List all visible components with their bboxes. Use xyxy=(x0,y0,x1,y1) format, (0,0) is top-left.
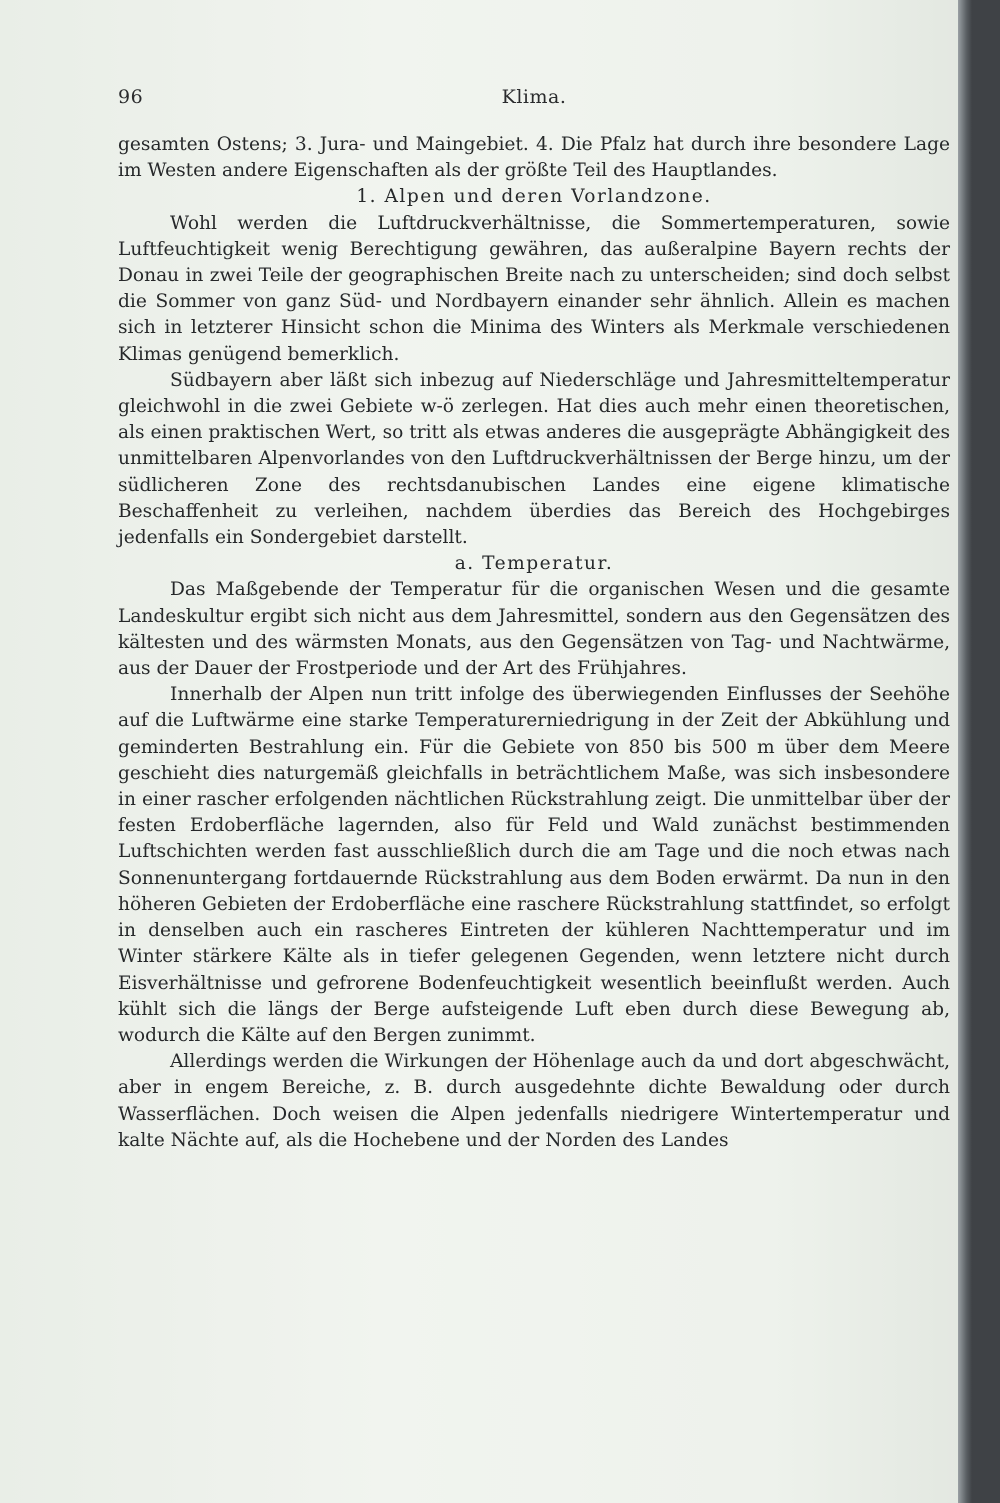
page-body xyxy=(118,132,950,1154)
paragraph: Wohl werden die Luftdruckverhältnisse, die Sommertemperaturen, sowie Luftfeuchtigkeit wenig Berechtigung gewähren, das außeralpine Bayern rechts der Donau in zwei Teile der geographischen Breite nach zu unterscheiden; sind doch selbst die Sommer von ganz Süd- und Nordbayern einander sehr ähnlich. Allein es machen sich in letzterer Hinsicht schon die Minima des Winters als Merkmale verschiedenen Klimas genügend bemerklich. xyxy=(118,212,950,365)
page-edge-shadow xyxy=(958,0,972,1503)
paragraph: Südbayern aber läßt sich inbezug auf Niederschläge und Jahresmitteltemperatur gleichwohl in die zwei Gebiete w-ö zerlegen. Hat dies auch mehr einen theoretischen, als einen praktischen Wert, so tritt als etwas anderes die ausgeprägte Abhängigkeit des unmittelbaren Alpenvorlandes von den Luftdruckverhältnissen der Berge hinzu, um der südlicheren Zone des rechtsdanubischen Landes eine eigene klimatische Beschaffenheit zu verleihen, nachdem überdies das Bereich des Hochgebirges jedenfalls ein Sondergebiet darstellt. xyxy=(118,369,950,549)
paragraph: Innerhalb der Alpen nun tritt infolge des überwiegenden Einflusses der Seehöhe auf die Luftwärme eine starke Temperaturerniedrigung in der Zeit der Abkühlung und geminderten Bestrahlung ein. Für die Gebiete von 850 bis 500 m über dem Meere geschieht dies naturgemäß gleichfalls in beträchtlichem Maße, was sich insbesondere in einer rascher erfolgenden nächtlichen Rückstrahlung zeigt. Die unmittelbar über der festen Erdoberfläche lagernden, also für Feld und Wald zunächst bestimmenden Luftschichten werden fast ausschließlich durch die am Tage und die noch etwas nach Sonnenuntergang fortdauernde Rückstrahlung aus dem Boden erwärmt. Da nun in den höheren Gebieten der Erdoberfläche eine raschere Rückstrahlung stattfindet, so erfolgt in denselben auch ein rascheres Eintreten der kühleren Nachttemperatur und im Winter stärkere Kälte als in tiefer gelegenen Gegenden, wenn letztere nicht durch Eisverhältnisse und gefrorene Bodenfeuchtigkeit wesentlich beeinflußt werden. Auch kühlt sich die längs der Berge aufsteigende Luft eben durch diese Bewegung ab, wodurch die Kälte auf den Bergen zunimmt. xyxy=(118,684,950,1046)
paragraph: Allerdings werden die Wirkungen der Höhenlage auch da und dort abgeschwächt, aber in engem Bereiche, z. B. durch ausgedehnte dichte Bewaldung oder durch Wasserflächen. Doch weisen die Alpen jedenfalls niedrigere Wintertemperatur und kalte Nächte auf, als die Hochebene und der Norden des Landes xyxy=(118,1051,950,1151)
page-header xyxy=(118,86,950,116)
page-number: 96 xyxy=(118,86,144,108)
subsection-heading: a. Temperatur. xyxy=(454,553,614,575)
paragraph: Das Maßgebende der Temperatur für die organischen Wesen und die gesamte Landeskultur ergibt sich nicht aus dem Jahresmittel, sondern aus den Gegensätzen des kältesten und des wärmsten Monats, aus den Gegensätzen von Tag- und Nachtwärme, aus der Dauer der Frostperiode und der Art des Frühjahres. xyxy=(118,579,950,680)
paragraph-continued: gesamten Ostens; 3. Jura- und Maingebiet. 4. Die Pfalz hat durch ihre besondere Lage im Westen andere Eigenschaften als der größte Teil des Hauptlandes. xyxy=(118,134,950,182)
section-heading: 1. Alpen und deren Vorlandzone. xyxy=(356,186,712,208)
running-head: Klima. xyxy=(501,86,567,108)
